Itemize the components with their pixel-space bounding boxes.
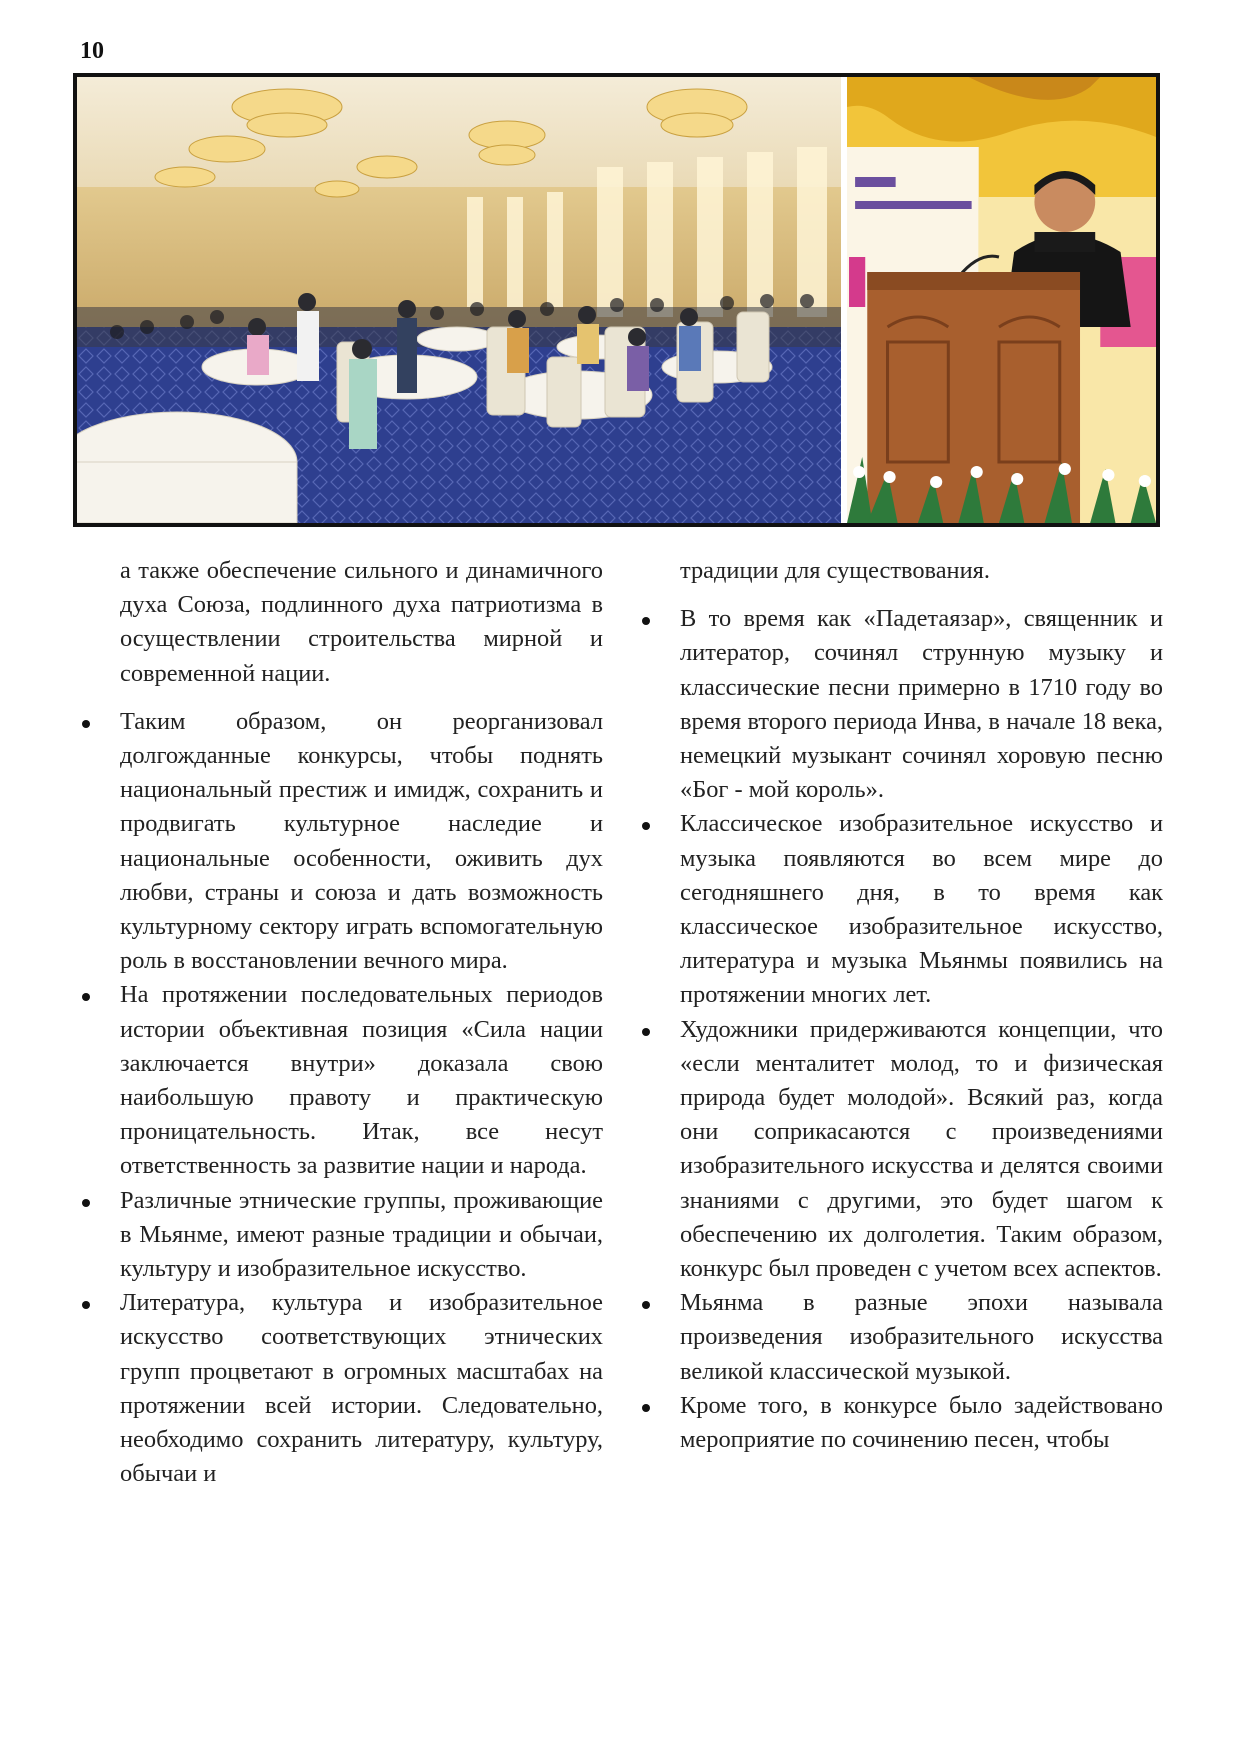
right-bullet-4: Мьянма в разные эпохи называла произведения изобразительного искусства великой классической музыкой. xyxy=(680,1286,1163,1389)
speaker-illustration xyxy=(847,77,1156,523)
right-column-continuation: традиции для существования. xyxy=(680,557,990,584)
left-bullet-4: Литература, культура и изобразительное искусство соответствующих этнических групп процветают в огромных масштабах на протяжении всей истории. Следовательно, необходимо сохранить литературу, культуру, обычаи и xyxy=(120,1286,603,1491)
banquet-hall-illustration xyxy=(77,77,841,523)
left-text-column xyxy=(120,554,603,1491)
speaker-at-podium-photo xyxy=(847,77,1156,523)
left-bullet-2: На протяжении последовательных периодов истории объективная позиция «Сила нации заключается внутри» доказала свою наибольшую правоту и практическую проницательность. Итак, все несут ответственность за развитие нации и народа. xyxy=(120,978,603,1183)
page-number: 10 xyxy=(80,38,104,64)
photo-frame xyxy=(73,73,1160,527)
right-bullet-1: В то время как «Падетаязар», священник и литератор, сочинял струнную музыку и классические песни примерно в 1710 году во время второго периода Инва, в начале 18 века, немецкий музыкант сочинял хоровую песню «Бог - мой король». xyxy=(680,602,1163,807)
banquet-hall-photo xyxy=(77,77,841,523)
left-bullet-3: Различные этнические группы, проживающие в Мьянме, имеют разные традиции и обычаи, культуру и изобразительное искусство. xyxy=(120,1184,603,1287)
left-column-continuation: а также обеспечение сильного и динамичного духа Союза, подлинного духа патриотизма в осуществлении строительства мирной и современной нации. xyxy=(120,557,603,687)
right-bullet-3: Художники придерживаются концепции, что «если менталитет молод, то и физическая природа будет молодой». Всякий раз, когда они соприкасаются с произведениями изобразительного искусства и делятся своими знаниями с другими, это будет шагом к обеспечению их долголетия. Таким образом, конкурс был проведен с учетом всех аспектов. xyxy=(680,1013,1163,1287)
right-text-column xyxy=(680,554,1163,1457)
left-bullet-1: Таким образом, он реорганизовал долгожданные конкурсы, чтобы поднять национальный престиж и имидж, сохранить и продвигать культурное наследие и национальные особенности, оживить дух любви, страны и союза и дать возможность культурному сектору играть вспомогательную роль в восстановлении вечного мира. xyxy=(120,705,603,979)
right-bullet-2: Классическое изобразительное искусство и музыка появляются во всем мире до сегодняшнего дня, в то время как классическое изобразительное искусство, литература и музыка Мьянмы появились на протяжении многих лет. xyxy=(680,807,1163,1012)
right-bullet-5: Кроме того, в конкурсе было задействовано мероприятие по сочинению песен, чтобы xyxy=(680,1389,1163,1457)
